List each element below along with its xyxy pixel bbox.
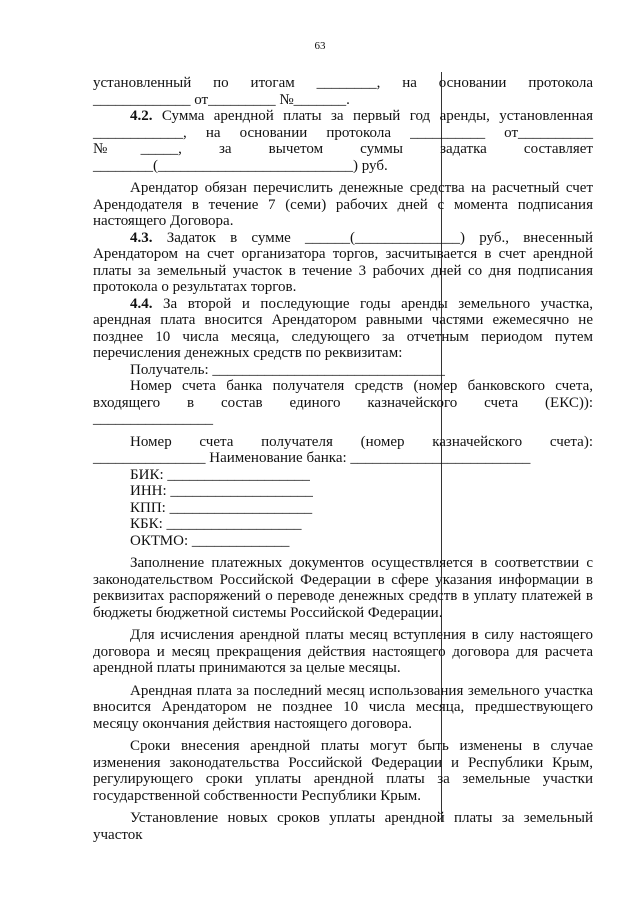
text-line: Сумма арендной платы за первый год аренды, установленная	[152, 108, 593, 124]
clause-4-2	[93, 108, 593, 125]
page-number: 63	[314, 40, 326, 52]
text-line: ____________, на основании протокола __________ от__________	[93, 124, 593, 141]
text-line: установленный по итогам ________, на основании протокола	[93, 75, 593, 91]
text-line: платы за земельный участок в течение 3 рабочих дней со дня подписания	[93, 262, 593, 279]
clause-number: 4.2.	[130, 108, 153, 124]
text-line: изменения законодательства Российской Федерации и Республики Крым,	[93, 754, 593, 771]
text-line: Установление новых сроков уплаты арендной платы за земельный	[130, 810, 593, 826]
text-line: государственной собственности Республики Крым.	[93, 787, 422, 804]
account-number-blank: ________________	[93, 411, 213, 427]
text-line: ________(__________________________) руб.	[93, 157, 388, 174]
text-line: Арендная плата за последний месяц использования земельного участка	[130, 682, 593, 699]
text-line: Для исчисления арендной платы месяц вступления в силу настоящего	[130, 627, 593, 643]
text-line: протокола о результатах торгов.	[93, 279, 297, 295]
clause-number: 4.3.	[130, 229, 153, 246]
text-line: законодательством Российской Федерации в сфере указания информации в	[93, 571, 593, 588]
text-line: бюджеты бюджетной системы Российской Федерации.	[93, 604, 443, 621]
text-line: участок	[93, 826, 143, 843]
text-line: позднее 10 числа месяца, следующего за отчетным периодом путем	[93, 328, 593, 345]
text-line: договора и месяц прекращения действия настоящего договора для расчета	[93, 643, 593, 660]
text-line: арендной платы принимаются за целые месяцы.	[93, 660, 401, 676]
text-line: Арендодателя в течение 7 (семи) рабочих дней с момента подписания	[93, 196, 593, 213]
clause-number: 4.4.	[130, 295, 153, 312]
text-line: Сроки внесения арендной платы могут быть изменены в случае	[130, 738, 593, 754]
text-line: Заполнение платежных документов осуществляется в соответствии с	[130, 555, 593, 571]
clause-4-3	[93, 230, 593, 247]
text-line: регулирующего сроки уплаты арендной платы за земельные участки	[93, 771, 593, 787]
recipient-field: Получатель: _______________________________	[130, 361, 445, 378]
text-line: Задаток в сумме ______(______________) руб., внесенный	[152, 229, 593, 246]
text-line: Арендатор обязан перечислить денежные средства на расчетный счет	[130, 180, 593, 196]
text-line: Номер счета банка получателя средств (номер банковского счета,	[130, 378, 593, 394]
text-line: вносится Арендатором не позднее 10 числа месяца, предшествующего	[93, 699, 593, 715]
document-body	[93, 75, 593, 843]
text-line: №_____, за вычетом суммы задатка составляет	[93, 141, 593, 157]
text-line: входящего в состав единого казначейского счета (ЕКС)):	[93, 394, 593, 411]
text-line: месяцу окончания действия настоящего договора.	[93, 715, 412, 732]
kbk-field: КБК: __________________	[130, 516, 302, 532]
inn-field: ИНН: ___________________	[130, 483, 313, 499]
text-line: Арендатором на счет организатора торгов, засчитывается в счет арендной	[93, 246, 593, 262]
text-line: _____________ от_________ №_______.	[93, 91, 350, 108]
clause-4-4	[93, 296, 593, 313]
text-line: перечисления денежных средств по реквизитам:	[93, 345, 403, 361]
text-line: настоящего Договора.	[93, 213, 234, 229]
kpp-field: КПП: ___________________	[130, 499, 313, 516]
oktmo-field: ОКТМО: _____________	[130, 532, 290, 549]
text-line: арендная плата вносится Арендатором равными частями ежемесячно не	[93, 312, 593, 328]
text-line: За второй и последующие годы аренды земельного участка,	[152, 295, 593, 312]
bik-field: БИК: ___________________	[130, 466, 310, 483]
text-line: реквизитах распоряжений о переводе денежных средств в уплату платежей в	[93, 588, 593, 604]
text-line: Номер счета получателя (номер казначейского счета):	[130, 433, 593, 450]
bank-name-field: _______________ Наименование банка: ________________________	[93, 450, 531, 466]
